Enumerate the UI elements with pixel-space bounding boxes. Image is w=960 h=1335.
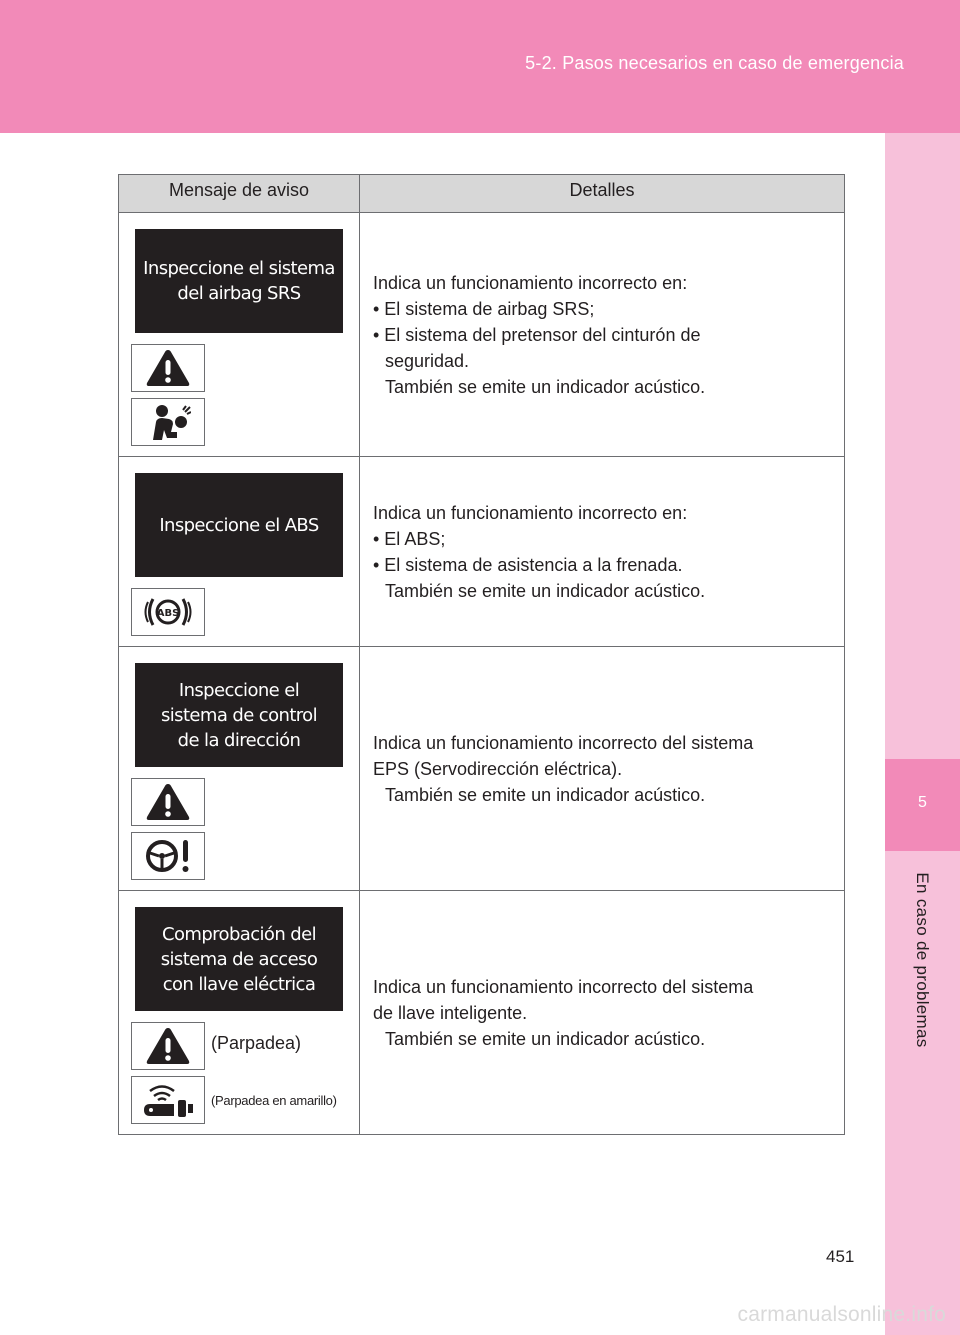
airbag-srs-icon — [131, 398, 205, 446]
details-line: • El sistema de airbag SRS; — [373, 298, 595, 319]
details-cell — [360, 213, 845, 457]
message-cell — [119, 213, 360, 457]
details-line: Indica un funcionamiento incorrecto del sistema — [373, 732, 754, 753]
blink-note: (Parpadea) — [211, 1033, 302, 1053]
details-line: También se emite un indicador acústico. — [385, 580, 706, 601]
details-line: También se emite un indicador acústico. — [385, 784, 706, 805]
smart-key-icon — [131, 1076, 205, 1124]
message-cell — [119, 457, 360, 647]
details-line: • El sistema de asistencia a la frenada. — [373, 554, 683, 575]
page-number: 451 — [826, 1247, 855, 1266]
details-line: Indica un funcionamiento incorrecto del sistema — [373, 976, 754, 997]
details-cell — [360, 457, 845, 647]
warning-messages-table — [118, 174, 845, 1135]
message-cell — [119, 891, 360, 1135]
warning-message-display: Inspeccione el sistema de control de la dirección — [135, 663, 343, 767]
details-line: EPS (Servodirección eléctrica). — [373, 758, 623, 779]
details-line: Indica un funcionamiento incorrecto en: — [373, 272, 688, 293]
table-row — [119, 457, 845, 647]
details-line: También se emite un indicador acústico. — [385, 376, 706, 397]
details-line: de llave inteligente. — [373, 1002, 528, 1023]
details-cell — [360, 891, 845, 1135]
warning-triangle-icon — [131, 1022, 205, 1070]
message-cell — [119, 647, 360, 891]
steering-warning-icon — [131, 832, 205, 880]
warning-triangle-icon — [131, 778, 205, 826]
warning-message-display: Inspeccione el sistema del airbag SRS — [135, 229, 343, 333]
details-line: seguridad. — [385, 350, 470, 371]
details-line: También se emite un indicador acústico. — [385, 1028, 706, 1049]
column-header-message: Mensaje de aviso — [119, 175, 360, 213]
details-line: • El sistema del pretensor del cinturón de — [373, 324, 701, 345]
table-row — [119, 213, 845, 457]
chapter-sidebar — [885, 133, 960, 1335]
watermark: carmanualsonline.info — [737, 1303, 946, 1326]
details-line: • El ABS; — [373, 528, 446, 549]
section-title: 5-2. Pasos necesarios en caso de emergencia — [525, 53, 904, 73]
abs-icon — [131, 588, 205, 636]
table-row — [119, 891, 845, 1135]
table-row — [119, 647, 845, 891]
details-cell — [360, 647, 845, 891]
blink-yellow-note: (Parpadea en amarillo) — [211, 1093, 337, 1108]
warning-triangle-icon — [131, 344, 205, 392]
details-line: Indica un funcionamiento incorrecto en: — [373, 502, 688, 523]
chapter-number: 5 — [918, 794, 927, 811]
svg-text:ABS: ABS — [156, 608, 180, 619]
warning-message-display: Comprobación del sistema de acceso con llave eléctrica — [135, 907, 343, 1011]
chapter-title: En caso de problemas — [913, 872, 932, 1048]
warning-message-display: Inspeccione el ABS — [135, 473, 343, 577]
column-header-details: Detalles — [360, 175, 845, 213]
table-header-row — [119, 175, 845, 213]
